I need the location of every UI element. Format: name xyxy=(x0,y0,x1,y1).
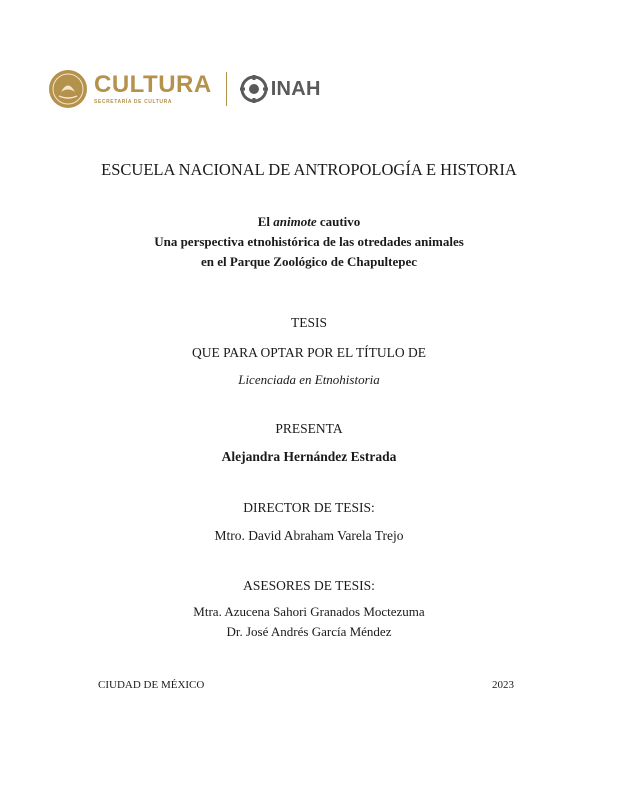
logo-header xyxy=(48,68,321,110)
city: CIUDAD DE MÉXICO xyxy=(98,679,205,691)
inah-wordmark: INAH xyxy=(270,77,321,100)
degree-title: Licenciada en Etnohistoria xyxy=(238,372,380,387)
year: 2023 xyxy=(492,679,514,691)
director-name: Mtro. David Abraham Varela Trejo xyxy=(214,528,404,543)
cultura-seal-icon xyxy=(48,69,88,109)
presents-label: PRESENTA xyxy=(275,421,343,436)
thesis-label: TESIS xyxy=(290,315,327,330)
cultura-wordmark: CULTURA xyxy=(94,71,212,98)
thesis-title-line-3: en el Parque Zoológico de Chapultepec xyxy=(200,254,418,269)
inah-logo-icon xyxy=(239,74,269,104)
cultura-subtitle: SECRETARÍA DE CULTURA xyxy=(94,99,173,105)
title-suffix: cautivo xyxy=(316,214,361,229)
author-name: Alejandra Hernández Estrada xyxy=(221,449,397,464)
advisor-name: Mtra. Azucena Sahori Granados Moctezuma xyxy=(193,604,425,619)
director-label: DIRECTOR DE TESIS: xyxy=(243,500,375,515)
logo-divider xyxy=(226,72,227,106)
advisor-name: Dr. José Andrés García Méndez xyxy=(226,624,392,639)
cultura-logo xyxy=(94,73,212,105)
institution-name: ESCUELA NACIONAL DE ANTROPOLOGÍA E HISTORIA xyxy=(101,160,517,179)
thesis-title-line-2: Una perspectiva etnohistórica de las otredades animales xyxy=(154,234,464,249)
advisors-label: ASESORES DE TESIS: xyxy=(243,578,375,593)
title-italic-word: animote xyxy=(273,214,317,229)
degree-phrase: QUE PARA OPTAR POR EL TÍTULO DE xyxy=(192,345,426,360)
thesis-title-line-1 xyxy=(0,214,618,230)
title-prefix: El xyxy=(257,214,274,229)
